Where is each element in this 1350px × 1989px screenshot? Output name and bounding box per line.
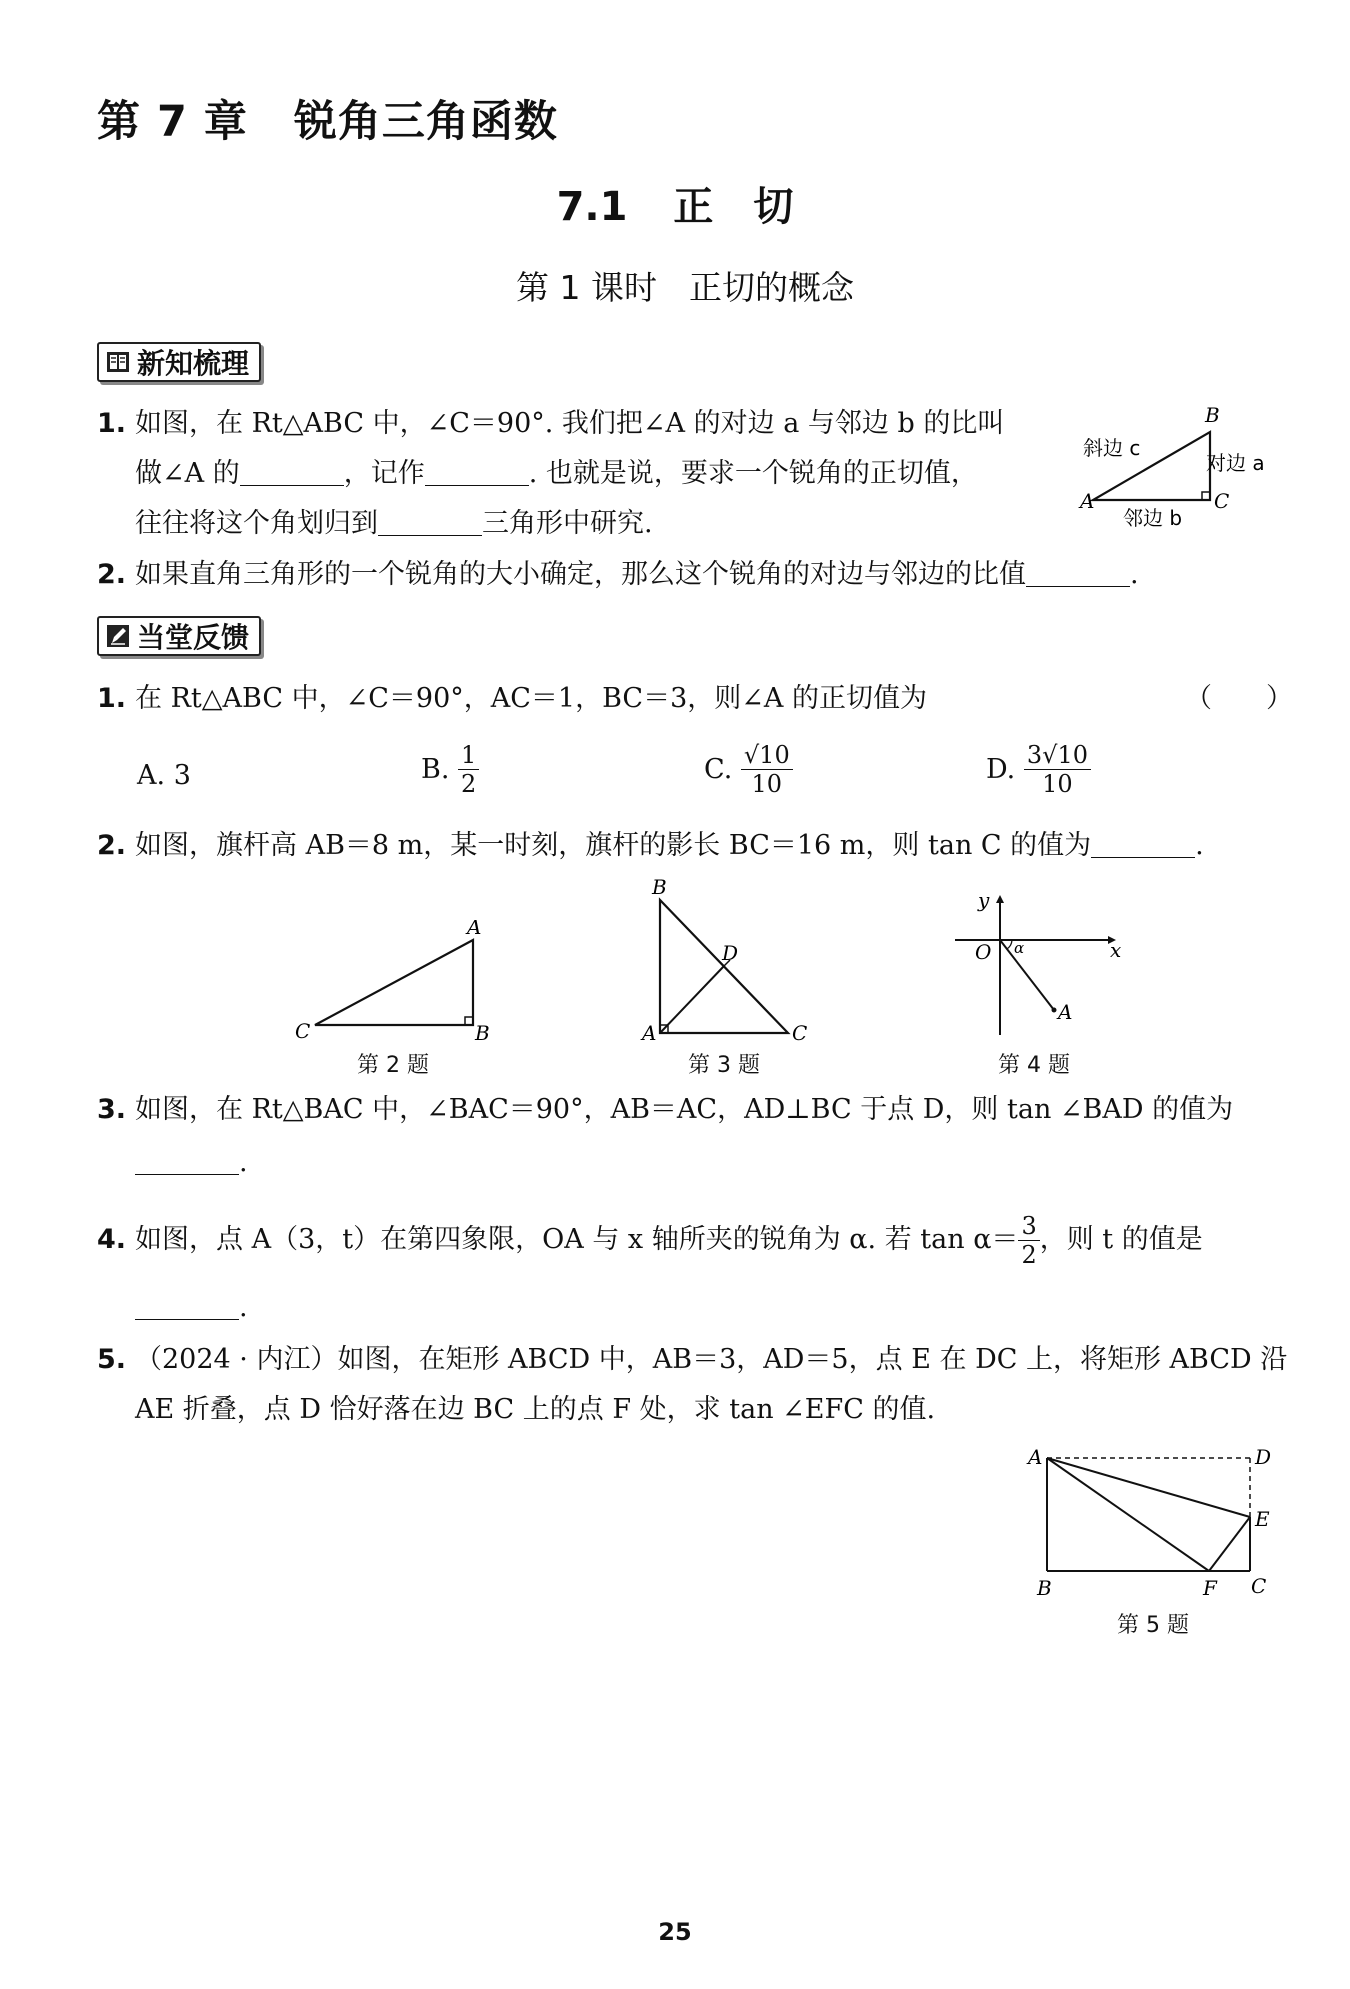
fraction-numerator: √10 bbox=[741, 741, 793, 770]
nk-q1-line1 bbox=[97, 404, 1004, 444]
lesson-title: 正切的概念 bbox=[688, 268, 854, 307]
answer-blank[interactable] bbox=[378, 509, 482, 536]
fraction-denominator: 10 bbox=[1042, 770, 1073, 798]
fb-q1-number: 1. bbox=[97, 683, 127, 714]
nk-triangle-figure bbox=[1075, 400, 1295, 530]
fb-q2-number: 2. bbox=[97, 830, 127, 861]
figure-4-caption: 第 4 题 bbox=[998, 1053, 1070, 1078]
option-d-label: D. bbox=[986, 754, 1016, 785]
section-number: 7.1 bbox=[556, 184, 628, 230]
new-knowledge-tag-label: 新知梳理 bbox=[137, 347, 250, 380]
fb-q4-fraction bbox=[1018, 1212, 1039, 1269]
nk-q2-text: 如果直角三角形的一个锐角的大小确定，那么这个锐角的对边与邻边的比值 bbox=[135, 559, 1026, 590]
fraction-denominator: 2 bbox=[461, 770, 477, 798]
nk-q1-number: 1. bbox=[97, 408, 127, 439]
fb-q4-answer-line bbox=[135, 1288, 248, 1328]
option-a-value: 3 bbox=[173, 760, 191, 791]
nk-q1-text-line2c: . 也就是说，要求一个锐角的正切值， bbox=[528, 458, 978, 489]
option-b-fraction bbox=[458, 741, 479, 798]
label-c: C bbox=[792, 1021, 808, 1045]
fb-q3 bbox=[97, 1090, 1233, 1130]
fb-q5-number: 5. bbox=[97, 1344, 127, 1375]
chapter-title: 锐角三角函数 bbox=[293, 97, 558, 147]
answer-blank[interactable] bbox=[1026, 560, 1130, 587]
option-d[interactable] bbox=[986, 741, 1091, 798]
label-e: E bbox=[1255, 1507, 1270, 1531]
lesson-number: 第 1 课时 bbox=[516, 268, 657, 307]
segment-fe bbox=[1209, 1517, 1250, 1571]
right-angle-mark bbox=[465, 1017, 473, 1025]
fb-q5-line1 bbox=[97, 1340, 1287, 1380]
fb-q4-text-a: 如图，点 A（3，t）在第四象限，OA 与 x 轴所夹的锐角为 α. 若 tan α＝ bbox=[135, 1224, 1019, 1255]
label-a: A bbox=[642, 1021, 657, 1045]
nk-q1-text-line2b: ，记作 bbox=[343, 458, 425, 489]
answer-blank[interactable] bbox=[135, 1148, 239, 1175]
fraction-denominator: 2 bbox=[1021, 1241, 1037, 1269]
label-hypotenuse: 斜边 c bbox=[1083, 436, 1141, 460]
book-icon bbox=[105, 349, 131, 375]
option-a-label: A. bbox=[137, 760, 166, 791]
figure-5-rectangle bbox=[1025, 1438, 1295, 1603]
nk-q1-text-line3a: 往往将这个角划归到 bbox=[135, 508, 378, 539]
fb-q3-end: . bbox=[239, 1147, 248, 1178]
fb-q4-number: 4. bbox=[97, 1224, 127, 1255]
segment-af bbox=[1047, 1458, 1209, 1571]
point-a bbox=[1052, 1008, 1057, 1013]
label-c: C bbox=[1251, 1574, 1267, 1598]
fb-q4-end: . bbox=[239, 1292, 248, 1323]
label-o: O bbox=[975, 940, 992, 964]
fraction-denominator: 10 bbox=[751, 770, 783, 798]
label-d: D bbox=[722, 941, 739, 965]
answer-paren[interactable]: （ ） bbox=[1185, 683, 1293, 714]
fb-q2 bbox=[97, 826, 1204, 866]
fb-q3-number: 3. bbox=[97, 1094, 127, 1125]
fraction-numerator: 3 bbox=[1018, 1212, 1039, 1241]
label-a: A bbox=[1058, 1000, 1073, 1024]
fraction-numerator: 3√10 bbox=[1024, 741, 1091, 770]
fb-q1 bbox=[97, 679, 927, 719]
section-heading bbox=[0, 175, 1350, 232]
nk-q1-line3 bbox=[135, 504, 653, 544]
option-c-fraction bbox=[741, 741, 793, 798]
figure-3-caption: 第 3 题 bbox=[688, 1053, 760, 1078]
nk-q2-number: 2. bbox=[97, 559, 127, 590]
chapter-number: 第 7 章 bbox=[97, 97, 248, 147]
label-a: A bbox=[467, 920, 482, 939]
label-a: A bbox=[1080, 489, 1095, 513]
label-adjacent: 邻边 b bbox=[1123, 506, 1183, 530]
nk-q2-end: . bbox=[1130, 559, 1139, 590]
fb-q2-end: . bbox=[1195, 830, 1204, 861]
option-d-fraction bbox=[1024, 741, 1091, 798]
fold-line-ae bbox=[1047, 1458, 1250, 1517]
lesson-heading bbox=[0, 262, 1350, 309]
figure-2-flagpole bbox=[285, 920, 505, 1050]
label-f: F bbox=[1203, 1576, 1217, 1600]
label-x: x bbox=[1110, 938, 1122, 962]
new-knowledge-tag bbox=[97, 342, 261, 382]
feedback-tag bbox=[97, 616, 261, 656]
answer-blank[interactable] bbox=[425, 459, 529, 486]
answer-blank[interactable] bbox=[1091, 831, 1195, 858]
answer-blank[interactable] bbox=[240, 459, 344, 486]
y-axis-arrow bbox=[996, 895, 1004, 903]
figure-3-triangle bbox=[640, 878, 820, 1048]
fraction-numerator: 1 bbox=[458, 741, 479, 770]
label-y: y bbox=[978, 888, 990, 912]
nk-q2 bbox=[97, 555, 1139, 595]
option-b[interactable] bbox=[421, 741, 479, 798]
nk-q1-text-line1: 如图，在 Rt△ABC 中，∠C＝90°. 我们把∠A 的对边 a 与邻边 b 的比叫 bbox=[135, 408, 1005, 439]
angle-arc bbox=[1007, 940, 1012, 949]
chapter-heading bbox=[97, 88, 558, 149]
label-b: B bbox=[652, 878, 667, 899]
label-opposite: 对边 a bbox=[1206, 451, 1265, 475]
figure-5-caption: 第 5 题 bbox=[1117, 1613, 1189, 1638]
option-c-label: C. bbox=[704, 754, 733, 785]
fb-q5-text-line2: AE 折叠，点 D 恰好落在边 BC 上的点 F 处，求 tan ∠EFC 的值. bbox=[135, 1394, 936, 1425]
answer-blank[interactable] bbox=[135, 1293, 239, 1320]
fb-q3-text: 如图，在 Rt△BAC 中，∠BAC＝90°，AB＝AC，AD⊥BC 于点 D，则 tan ∠BAD 的值为 bbox=[135, 1094, 1234, 1125]
fb-q4-text-b: ，则 t 的值是 bbox=[1039, 1224, 1203, 1255]
label-c: C bbox=[1214, 489, 1230, 513]
fb-q5-line2 bbox=[135, 1390, 935, 1430]
fb-q4 bbox=[97, 1210, 1203, 1270]
label-alpha: α bbox=[1014, 939, 1025, 957]
label-c: C bbox=[295, 1019, 311, 1043]
option-b-label: B. bbox=[421, 754, 450, 785]
fb-q5-text-line1: （2024 · 内江）如图，在矩形 ABCD 中，AB＝3，AD＝5，点 E 在 DC 上，将矩形 ABCD 沿 bbox=[135, 1344, 1288, 1375]
figure-4-coordinate bbox=[950, 885, 1130, 1050]
figure-2-caption: 第 2 题 bbox=[357, 1053, 429, 1078]
pencil-icon bbox=[105, 623, 131, 649]
triangle-abc bbox=[315, 940, 473, 1025]
page-number: 25 bbox=[658, 1918, 692, 1946]
label-b: B bbox=[1205, 403, 1220, 427]
option-a[interactable] bbox=[137, 756, 191, 796]
fb-q1-text: 在 Rt△ABC 中，∠C＝90°，AC＝1，BC＝3，则∠A 的正切值为 bbox=[135, 683, 927, 714]
feedback-tag-label: 当堂反馈 bbox=[137, 621, 250, 654]
right-angle-mark bbox=[1202, 492, 1210, 500]
label-b: B bbox=[1037, 1576, 1052, 1600]
label-b: B bbox=[475, 1021, 490, 1045]
nk-q1-text-line2a: 做∠A 的 bbox=[135, 458, 240, 489]
fb-q2-text: 如图，旗杆高 AB＝8 m，某一时刻，旗杆的影长 BC＝16 m，则 tan C 的值为 bbox=[135, 830, 1092, 861]
fb-q3-answer-line bbox=[135, 1143, 248, 1183]
nk-q1-line2 bbox=[135, 454, 978, 494]
option-c[interactable] bbox=[704, 741, 793, 798]
section-title: 正 切 bbox=[673, 184, 794, 230]
label-a: A bbox=[1028, 1445, 1043, 1469]
ray-oa bbox=[1000, 940, 1054, 1010]
label-d: D bbox=[1255, 1445, 1272, 1469]
altitude-ad bbox=[660, 966, 724, 1033]
nk-q1-text-line3b: 三角形中研究. bbox=[482, 508, 653, 539]
